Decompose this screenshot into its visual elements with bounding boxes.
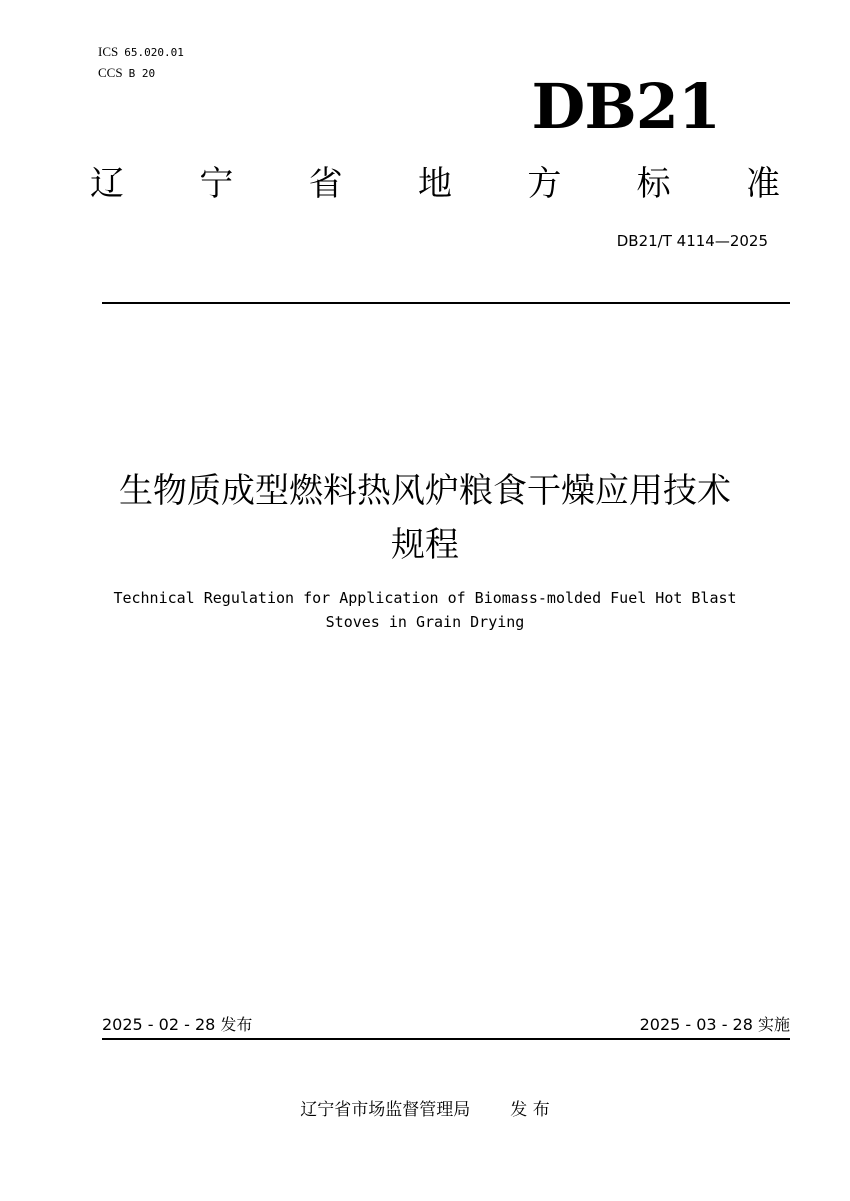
title-english-line-1: Technical Regulation for Application of Biomass-molded Fuel Hot Blast xyxy=(113,589,737,607)
standard-type-char: 标 xyxy=(636,164,671,204)
ics-row xyxy=(98,42,184,63)
standard-type-char: 方 xyxy=(527,164,562,204)
implementation-date: 2025 - 03 - 28 实施 xyxy=(639,1015,790,1034)
standard-type-char: 地 xyxy=(417,164,452,204)
publisher-line xyxy=(0,1098,850,1122)
publisher-action: 发 布 xyxy=(510,1100,550,1120)
bottom-divider xyxy=(102,1038,790,1040)
publisher-name: 辽宁省市场监督管理局 xyxy=(300,1100,471,1120)
release-date: 2025 - 02 - 28 发布 xyxy=(102,1015,253,1034)
db21-logo: DB21 xyxy=(531,70,720,143)
title-english-line-2: Stoves in Grain Drying xyxy=(325,613,525,631)
title-chinese-line-2: 规程 xyxy=(391,525,459,565)
top-divider xyxy=(102,302,790,304)
standard-number: DB21/T 4114—2025 xyxy=(616,232,768,250)
standard-type-char: 准 xyxy=(745,164,780,204)
title-english xyxy=(60,586,790,634)
title-chinese xyxy=(60,464,790,572)
dates-row xyxy=(102,1014,790,1036)
ics-label: ICS xyxy=(98,44,119,59)
ccs-value: B 20 xyxy=(128,67,156,80)
standard-type-heading xyxy=(90,162,780,206)
ccs-row xyxy=(98,63,184,84)
standard-type-char: 辽 xyxy=(90,164,124,204)
ics-value: 65.020.01 xyxy=(124,46,184,59)
standard-type-char: 宁 xyxy=(199,164,234,204)
standard-type-char: 省 xyxy=(308,164,343,204)
title-chinese-line-1: 生物质成型燃料热风炉粮食干燥应用技术 xyxy=(119,471,731,511)
classification-codes xyxy=(98,42,184,84)
ccs-label: CCS xyxy=(98,65,123,80)
